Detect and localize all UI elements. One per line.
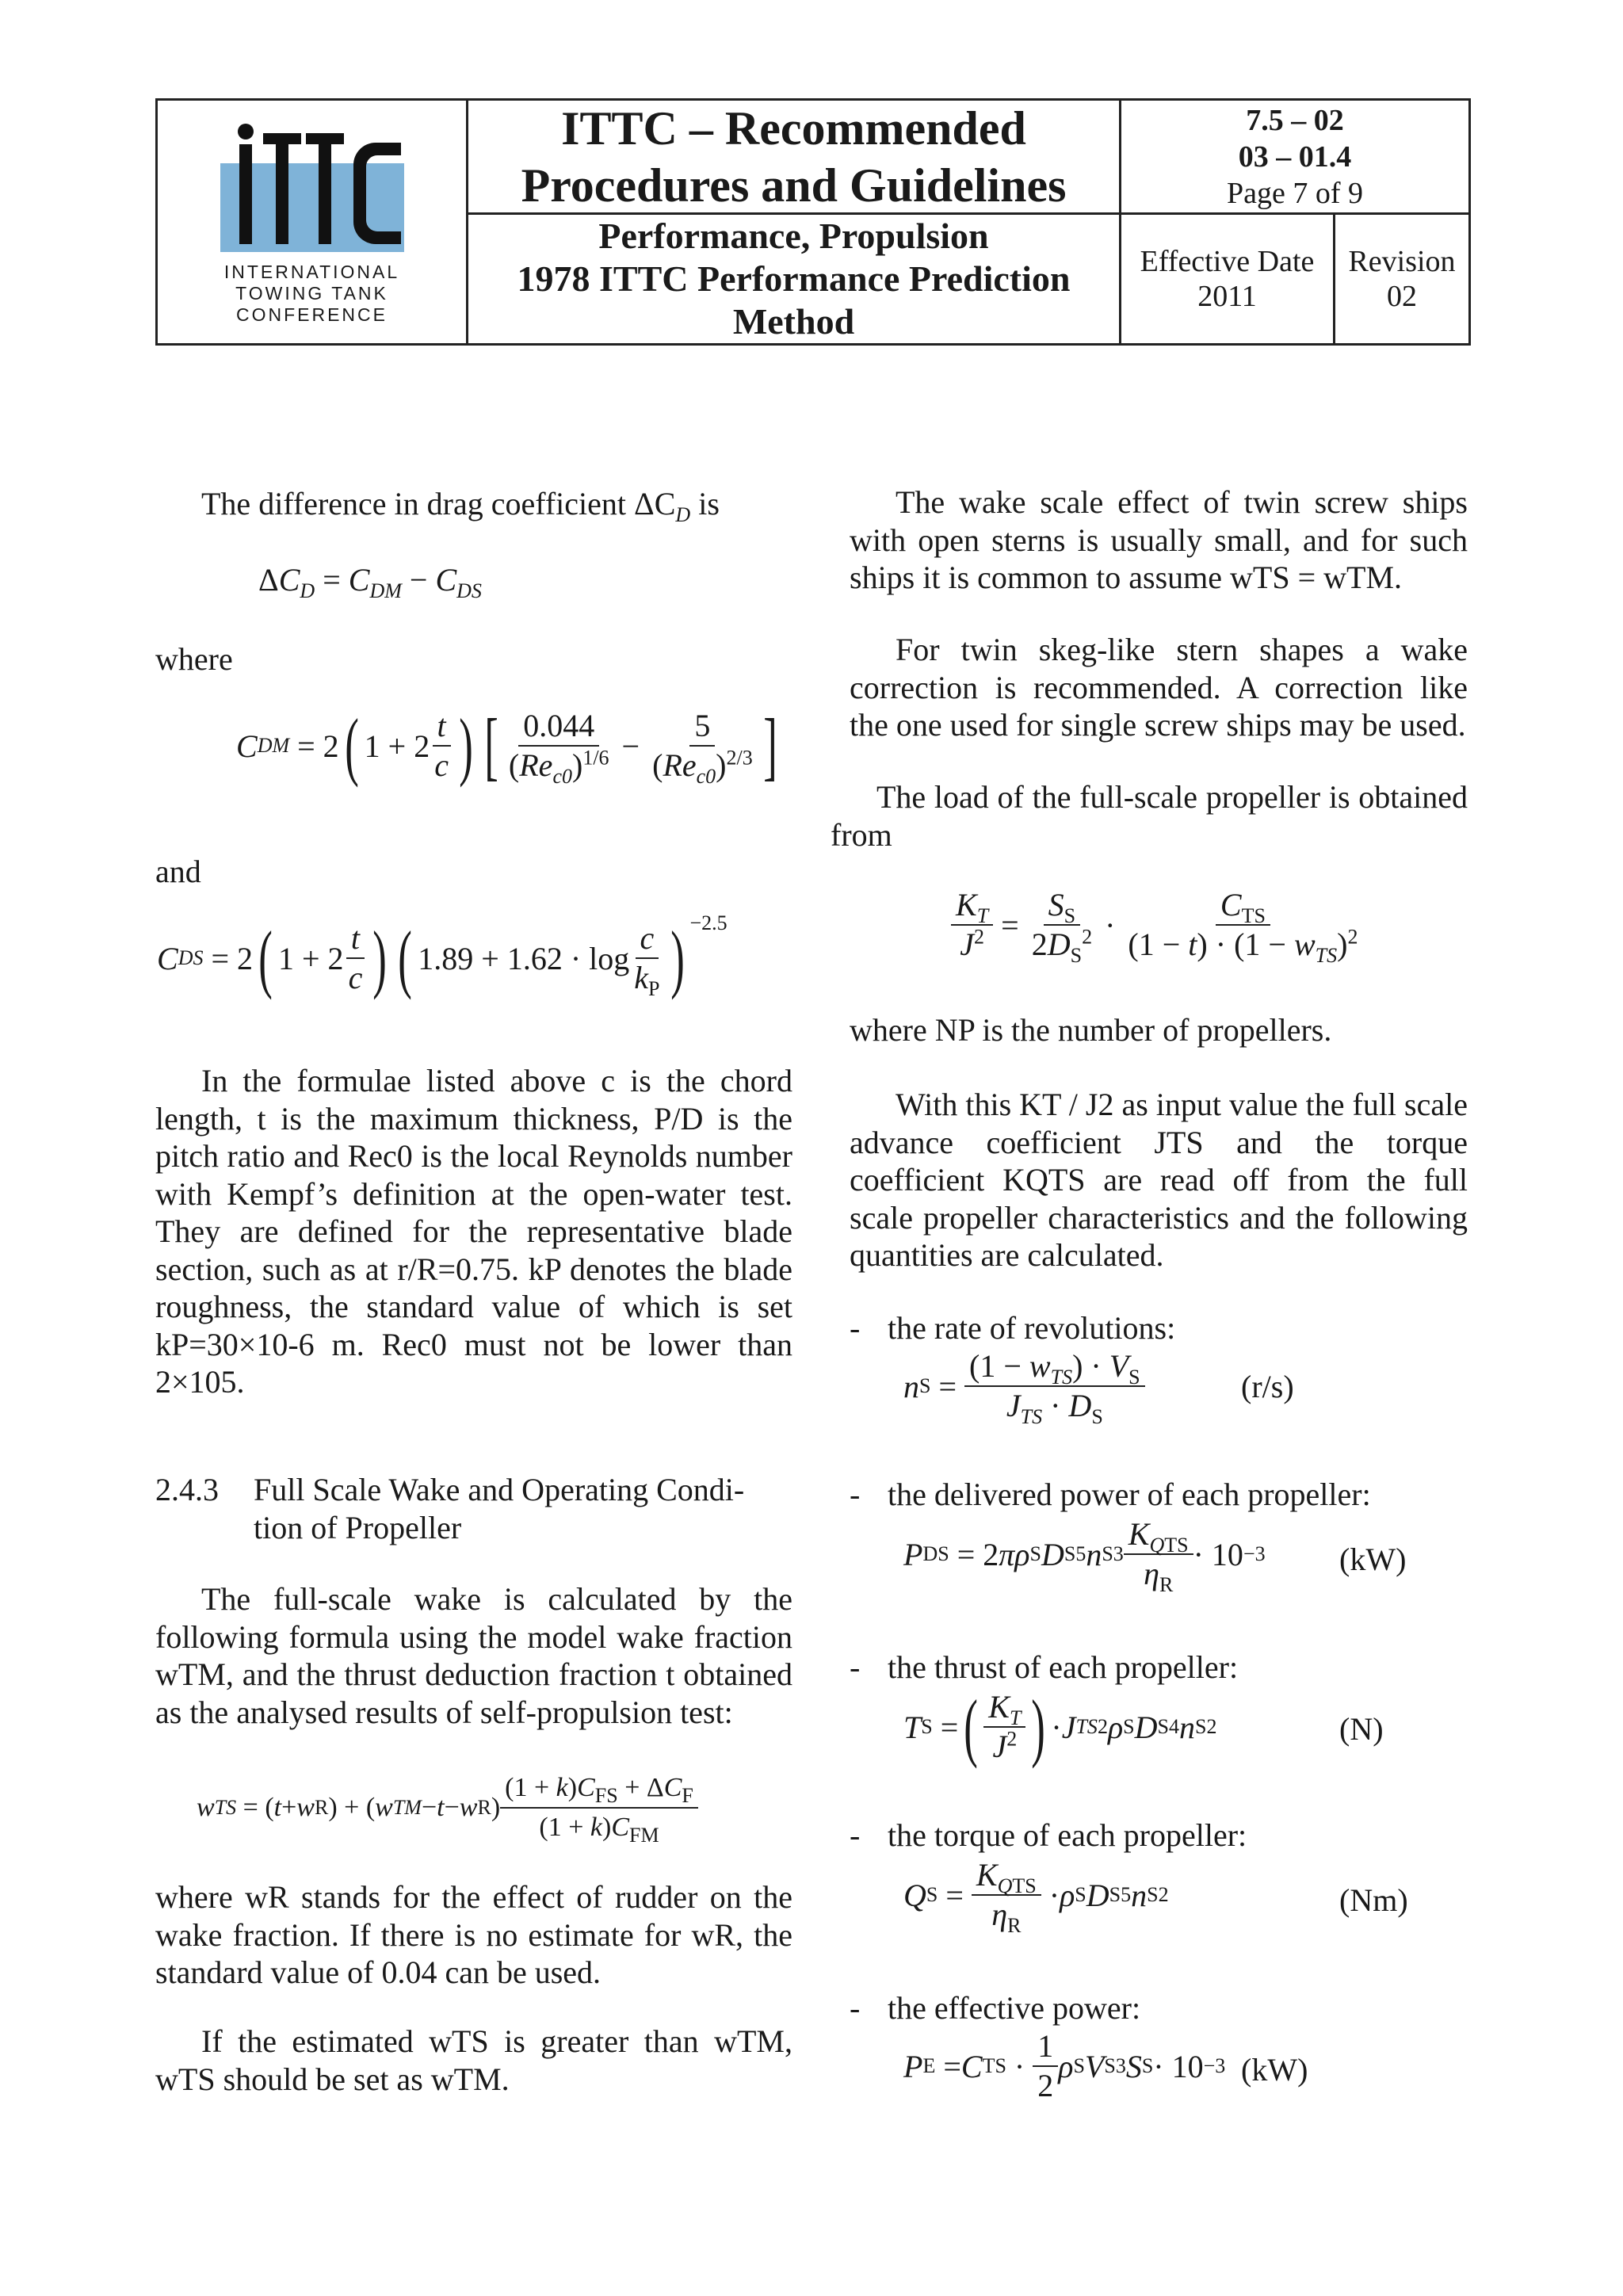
org-name-line: CONFERENCE bbox=[235, 304, 388, 325]
org-name-line: TOWING TANK bbox=[235, 282, 388, 304]
equation-pe: P E = C TS · $\frac{1}{2}$ ρ S V S 3 S S · 10 −3 bbox=[903, 2028, 1226, 2103]
page-number: Page 7 of 9 bbox=[1226, 176, 1364, 210]
right-para-1 bbox=[850, 483, 1468, 597]
unit-n: (N) bbox=[1339, 1711, 1384, 1747]
unit-kw-2: (kW) bbox=[1241, 2052, 1308, 2088]
item-thrust bbox=[850, 1648, 1468, 1687]
subtitle-line: Method bbox=[732, 301, 855, 342]
document-header bbox=[155, 98, 1471, 346]
title-line: Procedures and Guidelines bbox=[521, 159, 1067, 212]
wake-intro: The full-scale wake is calculated by the following formula using the model wake fraction wTM, and the thrust deduction fraction t obtained as the analysed results of self-propulsion test: bbox=[155, 1581, 792, 1730]
effective-label: Effective Date bbox=[1140, 245, 1315, 278]
where-label: where bbox=[155, 641, 233, 677]
left-para-3 bbox=[155, 1878, 792, 1992]
doc-number-line: 03 – 01.4 bbox=[1238, 139, 1352, 174]
item-delivered-power-label: - the delivered power of each propeller: bbox=[850, 1476, 1468, 1514]
calc-intro: With this KT / J2 as input value the full scale advance coefficient JTS and the torque coefficient KQTS are read off from the full scale propeller characteristics and the following quantities are calculated. bbox=[850, 1087, 1468, 1273]
np-note: where NP is the number of propellers. bbox=[850, 1012, 1332, 1048]
equation-wts: w TS = ( t + w R ) + ( w TM − t − w R ) $\frac{(1 + k)C_{FS} + \Delta C_F}{(1 + k)C_{FM}}$ bbox=[197, 1769, 698, 1847]
subtitle-line: 1978 ITTC Performance Prediction bbox=[517, 258, 1071, 299]
item-torque-label: - the torque of each propeller: bbox=[850, 1817, 1468, 1855]
left-para-4 bbox=[155, 2023, 792, 2098]
equation-cdm: C DM = 2 ( 1 + 2 $\frac{t}{c}$ ) [ $\frac{0.044}{(Re_{c0})^{1/6}}$ − $\frac{5}{(Re_{c0})^{2/3}}$ ] bbox=[236, 703, 777, 788]
doc-number bbox=[1121, 101, 1468, 215]
left-column bbox=[155, 485, 792, 526]
section-title: Full Scale Wake and Operating Condi- tion of Propeller bbox=[254, 1472, 745, 1545]
right-para-2 bbox=[850, 631, 1468, 744]
unit-nm: (Nm) bbox=[1339, 1882, 1408, 1918]
right-para-3 bbox=[831, 778, 1468, 854]
ittc-logo bbox=[158, 101, 468, 343]
header-subtitle bbox=[468, 215, 1121, 343]
doc-number-line: 7.5 – 02 bbox=[1246, 103, 1344, 137]
equation-pds: P DS = 2 π ρ S D S 5 n S 3 $\frac{K_{QTS}}{\eta_R}$ · 10 −3 bbox=[903, 1516, 1266, 1596]
formulae-explanation: In the formulae listed above c is the chord length, t is the maximum thickness, P/D is the pitch ratio and Rec0 is the local Reynolds number with Kempf’s definition at the open-water test. They are defined for the representative blade section, such as at r/R=0.75. kP denotes the blade roughness, the standard value of which is set kP=30×10-6 m. Rec0 must not be lower than 2×105. bbox=[155, 1063, 792, 1400]
item-revolutions-label: - the rate of revolutions: bbox=[850, 1309, 1468, 1347]
equation-ns: n S = $\frac{(1 - w_{TS}) \cdot V_S}{J_{TS} \cdot D_S}$ bbox=[903, 1347, 1145, 1425]
ittc-logo-icon bbox=[217, 119, 407, 254]
section-heading bbox=[155, 1471, 792, 1546]
item-effective-power bbox=[850, 1989, 1468, 2027]
item-effective-power-label: - the effective power: bbox=[850, 1989, 1468, 2027]
title-line: ITTC – Recommended bbox=[561, 101, 1026, 155]
rudder-note: where wR stands for the effect of rudder on the wake fraction. If there is no estimate for wR, the standard value of 0.04 can be used. bbox=[155, 1879, 792, 1990]
equation-qs: Q S = $\frac{K_{QTS}}{\eta_R}$ · ρ S D S 5 n S 2 bbox=[903, 1857, 1169, 1937]
right-para-5 bbox=[850, 1086, 1468, 1274]
section-number: 2.4.3 bbox=[155, 1472, 219, 1507]
item-revolutions bbox=[850, 1309, 1468, 1347]
equation-kt-j2: $\frac{K_T}{J^2}$ = $\frac{S_S}{2D_S^2}$ · $\frac{C_{TS}}{(1 - t) \cdot (1 - w_{TS})^2}$ bbox=[951, 886, 1362, 964]
skeg-note: For twin skeg-like stern shapes a wake correction is recommended. A correction like the one used for single screw ships may be used. bbox=[850, 632, 1468, 743]
equation-ts: T S = ( $\frac{K_T}{J^2}$ ) · J TS 2 ρ S D S 4 n S 2 bbox=[903, 1684, 1217, 1769]
right-para-4 bbox=[850, 1011, 1468, 1049]
org-name-line: INTERNATIONAL bbox=[223, 261, 400, 282]
equation-delta-cd: $\Delta C_D = C_{DM} - C_{DS}$ bbox=[258, 562, 482, 602]
revision-label: Revision bbox=[1348, 245, 1456, 278]
header-title bbox=[468, 101, 1121, 215]
revision bbox=[1335, 215, 1468, 343]
item-delivered-power bbox=[850, 1476, 1468, 1514]
left-para-2 bbox=[155, 1580, 792, 1731]
left-para-1 bbox=[155, 1062, 792, 1401]
revision-value: 02 bbox=[1387, 280, 1417, 313]
and-label: and bbox=[155, 854, 201, 889]
load-intro: The load of the full-scale propeller is obtained from bbox=[831, 779, 1468, 853]
effective-year: 2011 bbox=[1197, 280, 1257, 313]
effective-date bbox=[1121, 215, 1335, 343]
drag-intro: The difference in drag coefficient $\Delta C_D$ is bbox=[201, 486, 720, 526]
subtitle-line: Performance, Propulsion bbox=[598, 216, 989, 256]
twin-screw-note: The wake scale effect of twin screw ships with open sterns is usually small, and for such ships it is common to assume wTS = wTM. bbox=[850, 484, 1468, 595]
equation-cds: C DS = 2 ( 1 + 2 $\frac{t}{c}$ ) ( 1.89 + 1.62 · log $\frac{c}{k_P}$ ) $^{-2.5}$ bbox=[157, 911, 727, 1000]
item-torque bbox=[850, 1817, 1468, 1855]
wts-limit-note: If the estimated wTS is greater than wTM, wTS should be set as wTM. bbox=[155, 2023, 792, 2097]
unit-rs: (r/s) bbox=[1241, 1369, 1294, 1404]
unit-kw: (kW) bbox=[1339, 1541, 1407, 1577]
item-thrust-label: - the thrust of each propeller: bbox=[850, 1648, 1468, 1687]
